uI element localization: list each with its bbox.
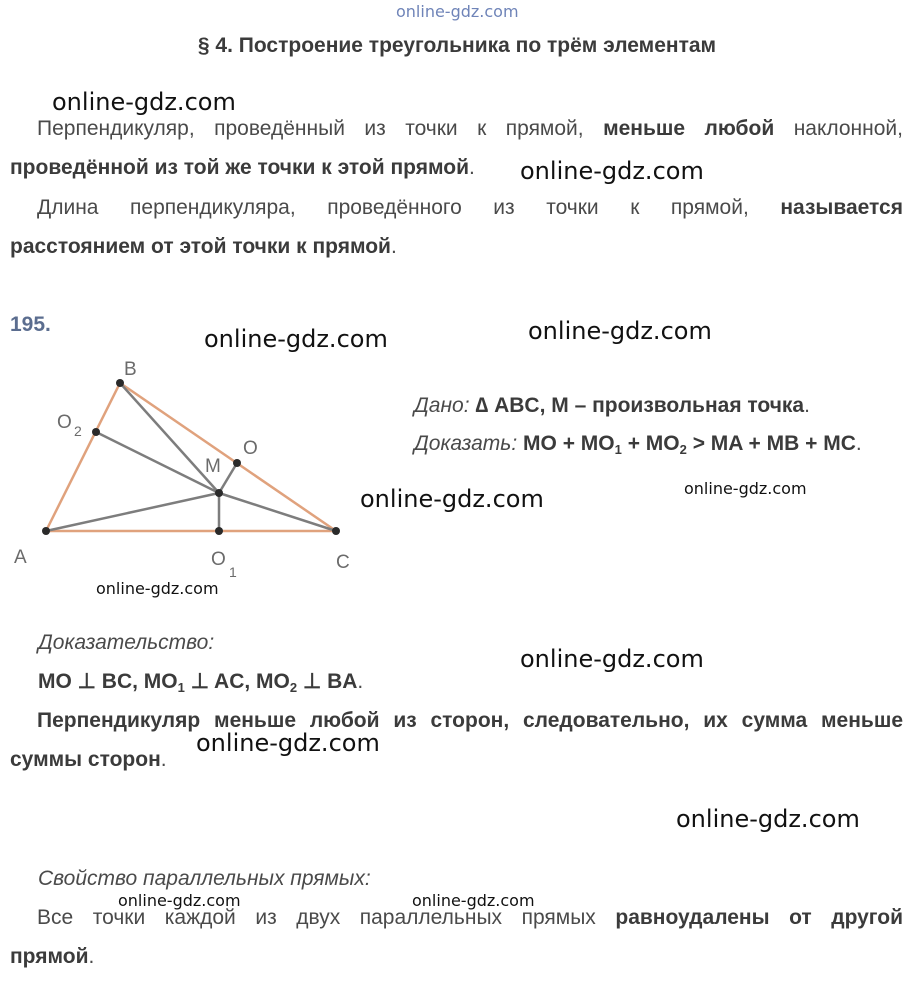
label-c: C [336, 552, 350, 573]
watermark-1: online-gdz.com [52, 88, 236, 116]
triangle-diagram [0, 350, 400, 590]
watermark-7: online-gdz.com [96, 579, 219, 598]
label-o: O [243, 438, 258, 459]
prove-sub1: 1 [614, 442, 622, 457]
theory-p1-bold-a: меньше любой [603, 117, 775, 140]
theory-paragraph-1-line-2 [10, 148, 475, 187]
perp-sub1: 1 [177, 680, 185, 695]
perp-b: ⊥ AC, MO [184, 670, 290, 693]
point-a [42, 527, 50, 535]
theory-p1-start: Перпендикуляр, проведённый из точки к прямой, [37, 117, 584, 140]
label-o2: O [57, 412, 72, 433]
watermark-top: online-gdz.com [396, 2, 519, 21]
inner-segments [46, 383, 336, 531]
property-text-start: Все точки каждой из двух параллельных прямых [37, 906, 596, 929]
prove-mo: MO + MO [523, 432, 615, 455]
watermark-12: online-gdz.com [412, 891, 535, 910]
theory-p2-start: Длина перпендикуляра, проведённого из точки к прямой, [37, 196, 749, 219]
triangle-outline [46, 383, 336, 531]
prove-end: . [855, 432, 862, 455]
segment-mo [219, 463, 237, 493]
theory-p2-bold-b: расстоянием от этой точки к прямой [10, 235, 391, 258]
given-label: Дано: [414, 394, 470, 417]
label-o1: O [211, 549, 226, 570]
watermark-10: online-gdz.com [676, 805, 860, 833]
point-o [233, 459, 241, 467]
theory-p2-end: . [390, 235, 397, 258]
property-heading: Свойство параллельных прямых: [38, 867, 371, 890]
perp-sub2: 2 [289, 680, 298, 695]
prove-plus: + MO [621, 432, 680, 455]
label-a: A [14, 547, 27, 568]
property-bold-2: прямой [10, 945, 89, 968]
section-title: § 4. Построение треугольника по трём элементам [197, 34, 717, 57]
proof-label: Доказательство: [38, 631, 215, 654]
watermark-6: online-gdz.com [684, 479, 807, 498]
label-o2-subscript: 2 [74, 423, 82, 439]
prove-rest: > MA + MB + MC [686, 432, 856, 455]
watermark-11: online-gdz.com [118, 891, 241, 910]
property-bold: равноудалены от другой [615, 906, 904, 929]
point-o1 [215, 527, 223, 535]
problem-number: 195. [10, 313, 51, 336]
perpendiculars-statement [38, 670, 357, 693]
prove-line [414, 424, 862, 469]
segment-ma [46, 493, 219, 531]
watermark-3: online-gdz.com [204, 325, 388, 353]
theory-paragraph-2-line-1 [10, 188, 903, 227]
label-m: M [205, 456, 221, 477]
given-line [414, 386, 810, 425]
perp-a: MO ⊥ BC, MO [38, 670, 178, 693]
theory-paragraph-2-line-2 [10, 227, 397, 266]
property-end: . [88, 945, 95, 968]
given-text: ∆ ABC, M – произвольная точка [475, 394, 805, 417]
theory-p1-tail: наклонной, [793, 117, 903, 140]
given-end: . [804, 394, 810, 417]
perp-c: ⊥ BA [297, 670, 358, 693]
watermark-9: online-gdz.com [196, 729, 380, 757]
prove-sub2: 2 [679, 442, 687, 457]
conclusion-text: Перпендикуляр меньше любой из сторон, следовательно, их сумма меньше суммы сторон [10, 709, 903, 771]
theory-p2-bold-a: называется [780, 196, 903, 219]
label-o1-subscript: 1 [229, 564, 237, 580]
property-line-2 [10, 937, 94, 976]
theory-p1-end: . [468, 156, 475, 179]
watermark-4: online-gdz.com [528, 317, 712, 345]
triangle-abc [46, 383, 336, 531]
points [42, 379, 340, 535]
label-b: B [124, 359, 137, 380]
point-m [215, 489, 223, 497]
point-c [332, 527, 340, 535]
conclusion-end: . [160, 748, 167, 771]
watermark-2: online-gdz.com [520, 157, 704, 185]
watermark-8: online-gdz.com [520, 645, 704, 673]
point-b [116, 379, 124, 387]
segment-mo2 [96, 432, 219, 493]
point-o2 [92, 428, 100, 436]
theory-p1-bold-b: проведённой из той же точки к этой прямой [10, 156, 469, 179]
conclusion-paragraph [10, 701, 903, 779]
prove-statement [523, 432, 856, 455]
point-labels [14, 359, 350, 580]
perp-end: . [357, 670, 364, 693]
watermark-5: online-gdz.com [360, 485, 544, 513]
prove-label: Доказать: [414, 432, 518, 455]
segment-mc [219, 493, 336, 531]
